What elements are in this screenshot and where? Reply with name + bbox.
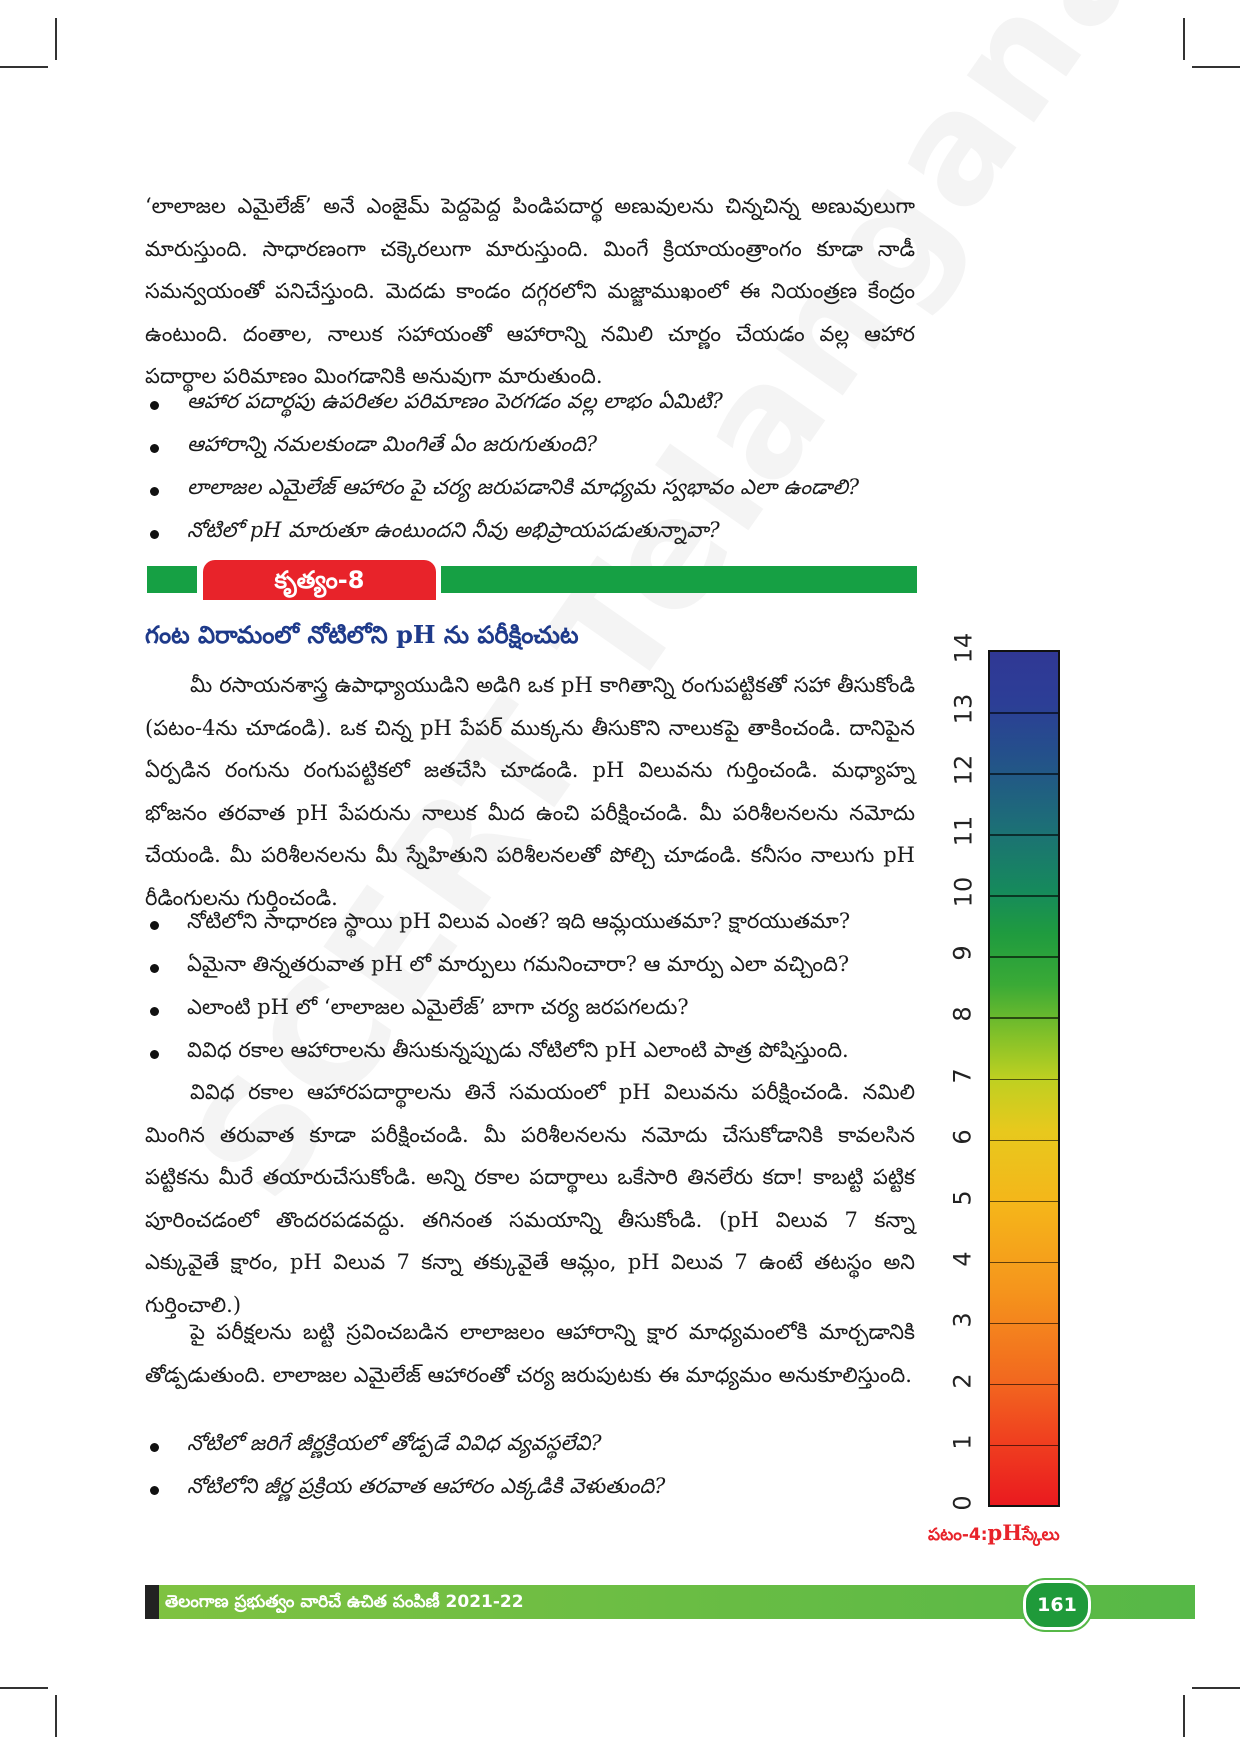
ph-tick-label: 13 bbox=[948, 693, 977, 725]
intro-paragraph: ‘లాలాజల ఎమైలేజ్’ అనే ఎంజైమ్ పెద్దపెద్ద పిండిపదార్థ అణువులను చిన్నచిన్న అణువులుగా మారుస్తుంది. సాధారణంగా చక్కెరలుగా మారుస్తుంది. మింగే క్రియాయంత్రాంగం కూడా నాడీ సమన్వయంతో పనిచేస్తుంది. మెదడు కాండం దగ్గరలోని మజ్జాముఖంలో ఈ నియంత్రణ కేంద్రం ఉంటుంది. దంతాల, నాలుక సహాయంతో ఆహారాన్ని నమిలి చూర్ణం చేయడం వల్ల ఆహార పదార్థాల పరిమాణం మింగడానికి అనువుగా మారుతుంది. bbox=[145, 194, 915, 388]
page-number: 161 bbox=[1023, 1580, 1091, 1630]
list-item: నోటిలో జరిగే జీర్ణక్రియలో తోడ్పడే వివిధ వ్యవస్థలేవి? bbox=[145, 1422, 925, 1465]
ph-tick-label: 12 bbox=[948, 754, 977, 786]
ph-scale-bar bbox=[988, 650, 1060, 1507]
ph-tick-label: 9 bbox=[949, 945, 977, 961]
list-item: నోటిలో pH మారుతూ ఉంటుందని నీవు అభిప్రాయపడుతున్నావా? bbox=[145, 509, 925, 552]
ph-tick-label: 14 bbox=[948, 632, 977, 664]
crop-mark bbox=[55, 1695, 57, 1737]
ph-tick-label: 11 bbox=[948, 815, 977, 847]
activity-paragraph: మీ రసాయనశాస్త్ర ఉపాధ్యాయుడిని అడిగి ఒక pH కాగితాన్ని రంగుపట్టికతో సహా తీసుకోండి (పటం-4ను చూడండి). ఒక చిన్న pH పేపర్ ముక్కను తీసుకొని నాలుకపై తాకించండి. దానిపైన ఏర్పడిన రంగును రంగుపట్టికలో జతచేసి చూడండి. pH విలువను గుర్తించండి. మధ్యాహ్న భోజనం తరవాత pH పేపరును నాలుక మీద ఉంచి పరీక్షించండి. మీ పరిశీలనలను నమోదు చేయండి. మీ పరిశీలనలను మీ స్నేహితుని పరిశీలనలతో పోల్చి చూడండి. కనీసం నాలుగు pH రీడింగులను గుర్తించండి. bbox=[145, 673, 915, 910]
question-list-2 bbox=[145, 900, 925, 1072]
crop-mark bbox=[1183, 18, 1185, 60]
crop-mark bbox=[1183, 1695, 1185, 1737]
list-item: ఆహార పదార్థపు ఉపరితల పరిమాణం పెరగడం వల్ల లాభం ఏమిటి? bbox=[145, 380, 925, 423]
ph-divider bbox=[990, 895, 1058, 897]
ph-tick-label: 10 bbox=[948, 877, 977, 908]
ph-tick-label: 7 bbox=[949, 1067, 977, 1084]
ph-divider bbox=[990, 1384, 1058, 1386]
ph-tick-label: 0 bbox=[949, 1495, 977, 1511]
ph-divider bbox=[990, 1201, 1058, 1203]
list-item: నోటిలోని జీర్ణ ప్రక్రియ తరవాత ఆహారం ఎక్కడికి వెళుతుంది? bbox=[145, 1465, 925, 1508]
ph-divider bbox=[990, 956, 1058, 958]
ph-tick-label: 2 bbox=[949, 1373, 977, 1389]
ph-tick-label: 6 bbox=[949, 1128, 977, 1145]
figure-caption bbox=[928, 1520, 1060, 1549]
ph-divider bbox=[990, 1323, 1058, 1325]
list-item: ఎలాంటి pH లో ‘లాలాజల ఎమైలేజ్’ బాగా చర్య జరపగలదు? bbox=[145, 986, 925, 1029]
list-item: వివిధ రకాల ఆహారాలను తీసుకున్నప్పుడు నోటిలోని pH ఎలాంటి పాత్ర పోషిస్తుంది. bbox=[145, 1029, 925, 1072]
caption-ph: pH bbox=[987, 1520, 1023, 1545]
crop-mark bbox=[1192, 66, 1240, 68]
crop-mark bbox=[1192, 1687, 1240, 1689]
crop-mark bbox=[0, 1687, 48, 1689]
ph-tick-label: 1 bbox=[949, 1434, 977, 1450]
activity-label: కృత్యం-8 bbox=[203, 560, 436, 600]
question-list-3 bbox=[145, 1422, 925, 1508]
ph-tick-label: 8 bbox=[949, 1006, 977, 1023]
caption-suffix: స్కేలు bbox=[1022, 1525, 1060, 1545]
footer-text: తెలంగాణ ప్రభుత్వం వారిచే ఉచిత పంపిణీ 2021-22 bbox=[165, 1592, 524, 1612]
activity-heading: గంట విరామంలో నోటిలోని pH ను పరీక్షించుట bbox=[145, 620, 579, 649]
crop-mark bbox=[0, 66, 48, 68]
ph-divider bbox=[990, 1262, 1058, 1264]
ph-tick-label: 5 bbox=[949, 1190, 977, 1206]
caption-prefix: పటం-4: bbox=[928, 1525, 988, 1545]
ph-divider bbox=[990, 1445, 1058, 1447]
ph-divider bbox=[990, 712, 1058, 714]
ph-divider bbox=[990, 1079, 1058, 1081]
crop-mark bbox=[55, 18, 57, 60]
ph-divider bbox=[990, 1017, 1058, 1019]
ph-divider bbox=[990, 834, 1058, 836]
ph-divider bbox=[990, 773, 1058, 775]
list-item: నోటిలోని సాధారణ స్థాయి pH విలువ ఎంత? ఇది ఆమ్లయుతమా? క్షారయుతమా? bbox=[145, 900, 925, 943]
ph-divider bbox=[990, 1140, 1058, 1142]
footer-accent bbox=[145, 1585, 159, 1619]
paragraph-3: వివిధ రకాల ఆహారపదార్థాలను తినే సమయంలో pH విలువను పరీక్షించండి. నమిలి మింగిన తరువాత కూడా పరీక్షించండి. మీ పరిశీలనలను నమోదు చేసుకోడానికి కావలసిన పట్టికను మీరే తయారుచేసుకోండి. అన్ని రకాల పదార్థాలు ఒకేసారి తినలేరు కదా! కాబట్టి పట్టిక పూరించడంలో తొందరపడవద్దు. తగినంత సమయాన్ని తీసుకోండి. (pH విలువ 7 కన్నా ఎక్కువైతే క్షారం, pH విలువ 7 కన్నా తక్కువైతే ఆమ్లం, pH విలువ 7 ఉంటే తటస్థం అని గుర్తించాలి.) bbox=[145, 1080, 915, 1317]
paragraph-4: పై పరీక్షలను బట్టి స్రవించబడిన లాలాజలం ఆహారాన్ని క్షార మాధ్యమంలోకి మార్చడానికి తోడ్పడుతుంది. లాలాజల ఎమైలేజ్ ఆహారంతో చర్య జరుపుటకు ఈ మాధ్యమం అనుకూలిస్తుంది. bbox=[145, 1320, 915, 1387]
list-item: ఆహారాన్ని నమలకుండా మింగితే ఏం జరుగుతుంది? bbox=[145, 423, 925, 466]
list-item: లాలాజల ఎమైలేజ్ ఆహారం పై చర్య జరుపడానికి మాధ్యమ స్వభావం ఎలా ఉండాలి? bbox=[145, 466, 925, 509]
ph-tick-label: 3 bbox=[949, 1312, 977, 1328]
question-list-1 bbox=[145, 380, 925, 552]
ph-tick-label: 4 bbox=[949, 1251, 977, 1267]
list-item: ఏమైనా తిన్నతరువాత pH లో మార్పులు గమనించారా? ఆ మార్పు ఎలా వచ్చింది? bbox=[145, 943, 925, 986]
